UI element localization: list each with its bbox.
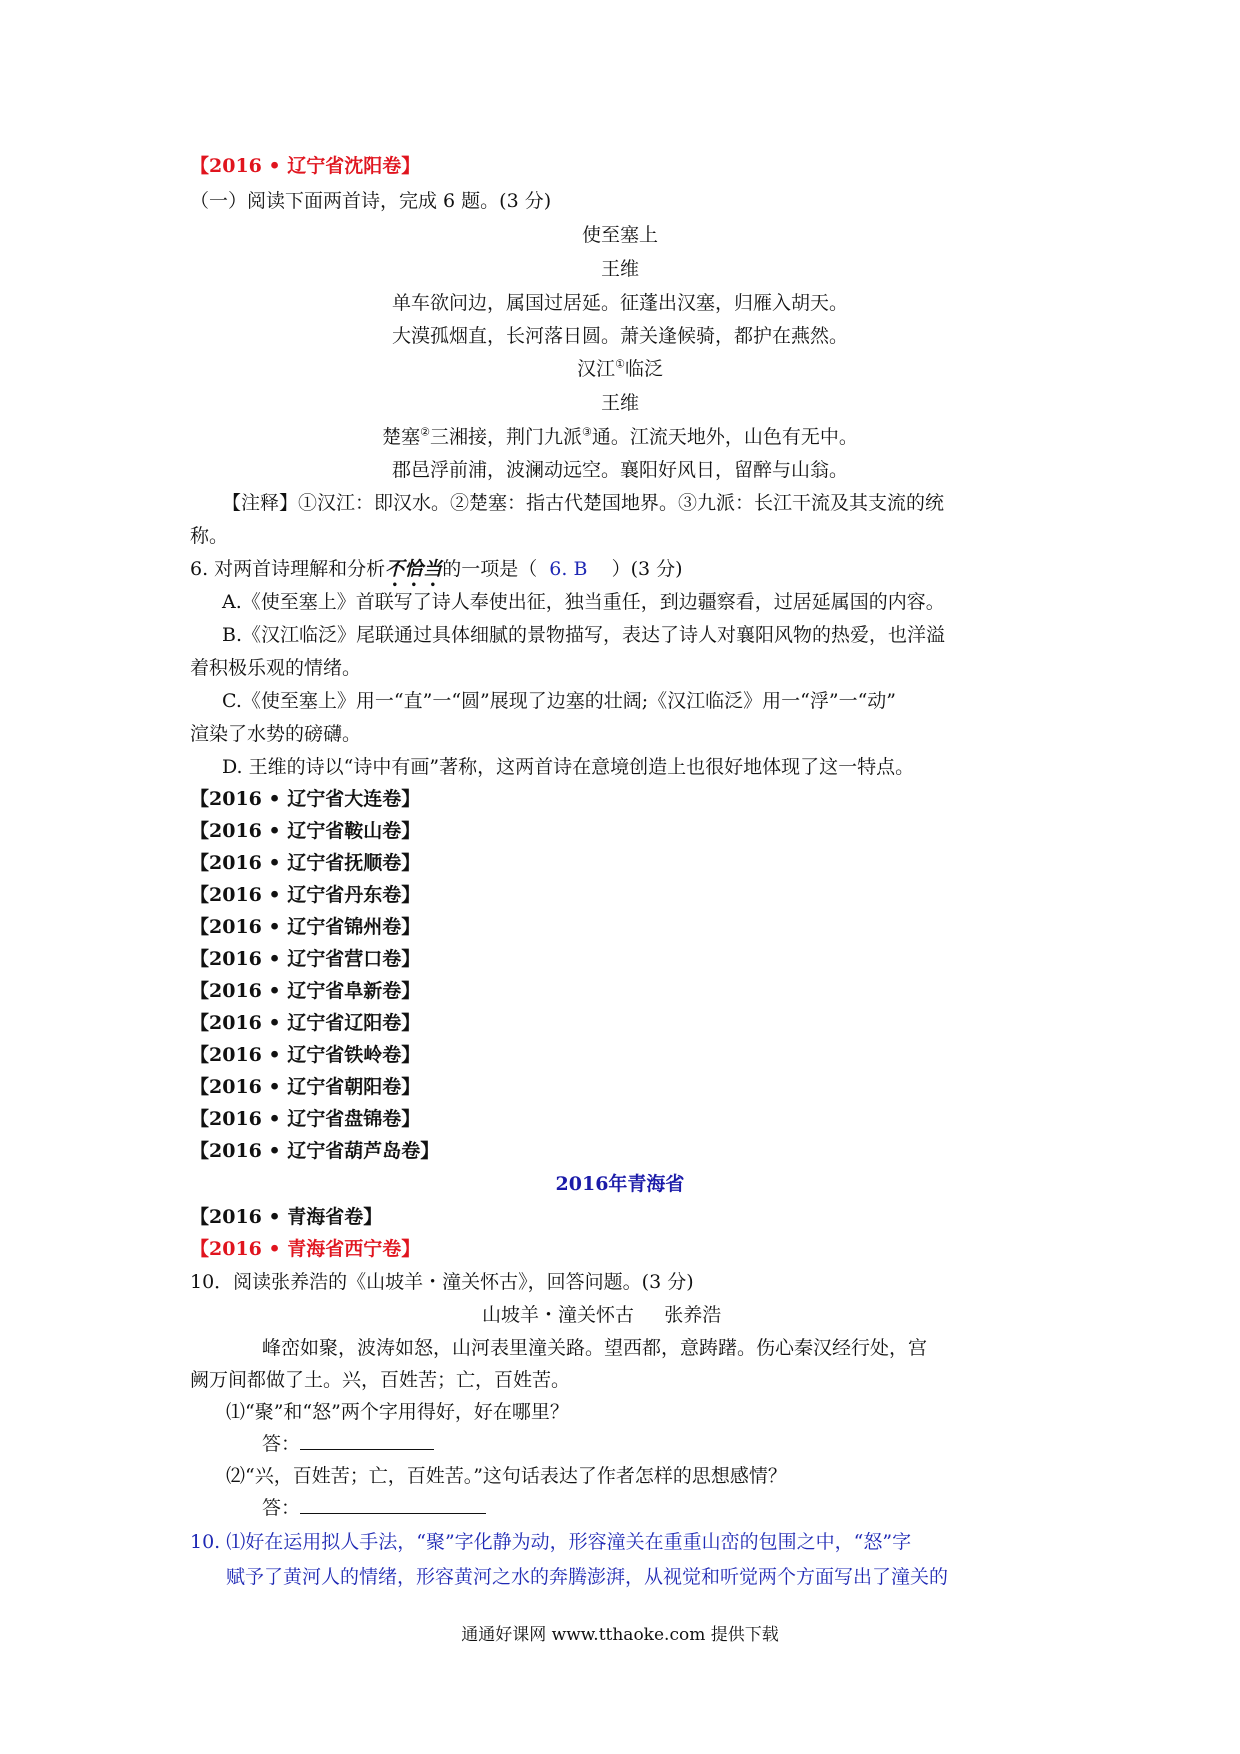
option-b-line1: B.《汉江临泛》尾联通过具体细腻的景物描写，表达了诗人对襄阳风物的热爱，也洋溢	[222, 624, 946, 646]
section-header-huludao: 【2016 • 辽宁省葫芦岛卷】	[190, 1140, 440, 1162]
q6-answer: 6. B	[549, 558, 588, 580]
q10-answer-row2: 答：	[262, 1495, 486, 1521]
answer-blank-2[interactable]	[300, 1495, 486, 1514]
section-header-chaoyang: 【2016 • 辽宁省朝阳卷】	[190, 1076, 421, 1098]
section-header-xining: 【2016 • 青海省西宁卷】	[190, 1238, 421, 1260]
poem1-title: 使至塞上	[581, 224, 658, 246]
q10-sub1: ⑴“聚”和“怒”两个字用得好，好在哪里？	[226, 1401, 569, 1423]
option-c-line2: 渲染了水势的磅礴。	[190, 723, 362, 745]
section-header-liaoyang: 【2016 • 辽宁省辽阳卷】	[190, 1012, 421, 1034]
notes-line2: 称。	[190, 525, 229, 547]
q10-answer-text-line2: 赋予了黄河人的情绪，形容黄河之水的奔腾澎湃，从视觉和听觉两个方面写出了潼关的	[226, 1566, 949, 1588]
option-a: A.《使至塞上》首联写了诗人奉使出征，独当重任，到边疆察看，过居延属国的内容。	[222, 591, 945, 613]
q6-intro: （一）阅读下面两首诗，完成 6 题。(3 分)	[190, 190, 552, 212]
q10-answer-text-line1: 10. ⑴好在运用拟人手法，“聚”字化静为动，形容潼关在重重山峦的包围之中，“怒”字	[190, 1531, 912, 1553]
q10-poem-title: 山坡羊・潼关怀古 张养浩	[482, 1304, 722, 1326]
section-header-anshan: 【2016 • 辽宁省鞍山卷】	[190, 820, 421, 842]
section-header-jinzhou: 【2016 • 辽宁省锦州卷】	[190, 916, 421, 938]
q10-poem-author: 张养浩	[664, 1304, 722, 1326]
q10-sub2: ⑵“兴，百姓苦；亡，百姓苦。”这句话表达了作者怎样的思想感情？	[226, 1465, 787, 1487]
option-d: D. 王维的诗以“诗中有画”著称，这两首诗在意境创造上也很好地体现了这一特点。	[222, 756, 915, 778]
section-header-dalian: 【2016 • 辽宁省大连卷】	[190, 788, 421, 810]
poem1-line2: 大漠孤烟直，长河落日圆。萧关逢候骑，都护在燕然。	[391, 325, 848, 347]
section-header-panjin: 【2016 • 辽宁省盘锦卷】	[190, 1108, 421, 1130]
poem2-author: 王维	[600, 392, 639, 414]
section-header-dandong: 【2016 • 辽宁省丹东卷】	[190, 884, 421, 906]
q10-poem-line2: 阙万间都做了土。兴，百姓苦；亡，百姓苦。	[190, 1369, 571, 1391]
page-footer: 通通好课网 www.tthaoke.com 提供下载	[461, 1625, 779, 1645]
poem2-title: 汉江①临泛	[577, 357, 663, 380]
option-b-line2: 着积极乐观的情绪。	[190, 657, 362, 679]
section-header-yingkou: 【2016 • 辽宁省营口卷】	[190, 948, 421, 970]
poem2-line1: 楚塞②三湘接，荆门九派③通。江流天地外，山色有无中。	[382, 425, 858, 448]
q10-poem-line1: 峰峦如聚，波涛如怒，山河表里潼关路。望西都，意踌躇。伤心秦汉经行处，宫	[262, 1337, 928, 1359]
answer-blank-1[interactable]	[300, 1431, 434, 1450]
emphasis-text: 不恰当	[385, 558, 443, 580]
poem1-author: 王维	[600, 258, 639, 280]
section-header-shenyang: 【2016 • 辽宁省沈阳卷】	[190, 155, 421, 177]
notes-line1: 【注释】①汉江：即汉水。②楚塞：指古代楚国地界。③九派：长江干流及其支流的统	[222, 492, 945, 514]
section-header-fushun: 【2016 • 辽宁省抚顺卷】	[190, 852, 421, 874]
province-title-qinghai: 2016年青海省	[555, 1173, 685, 1195]
poem2-line2: 郡邑浮前浦，波澜动远空。襄阳好风日，留醉与山翁。	[391, 459, 848, 481]
q10-answer-row1: 答：	[262, 1431, 434, 1457]
q10-intro: 10．阅读张养浩的《山坡羊・潼关怀古》，回答问题。(3 分)	[190, 1271, 694, 1293]
section-header-fuxin: 【2016 • 辽宁省阜新卷】	[190, 980, 421, 1002]
option-c-line1: C.《使至塞上》用一“直”一“圆”展现了边塞的壮阔;《汉江临泛》用一“浮”一“动”	[222, 690, 897, 712]
poem1-line1: 单车欲问边，属国过居延。征蓬出汉塞，归雁入胡天。	[391, 292, 848, 314]
section-header-qinghai: 【2016 • 青海省卷】	[190, 1206, 383, 1228]
section-header-tieling: 【2016 • 辽宁省铁岭卷】	[190, 1044, 421, 1066]
q6-stem: 6. 对两首诗理解和分析不恰当的一项是（ 6. B ）(3 分)	[190, 558, 683, 580]
